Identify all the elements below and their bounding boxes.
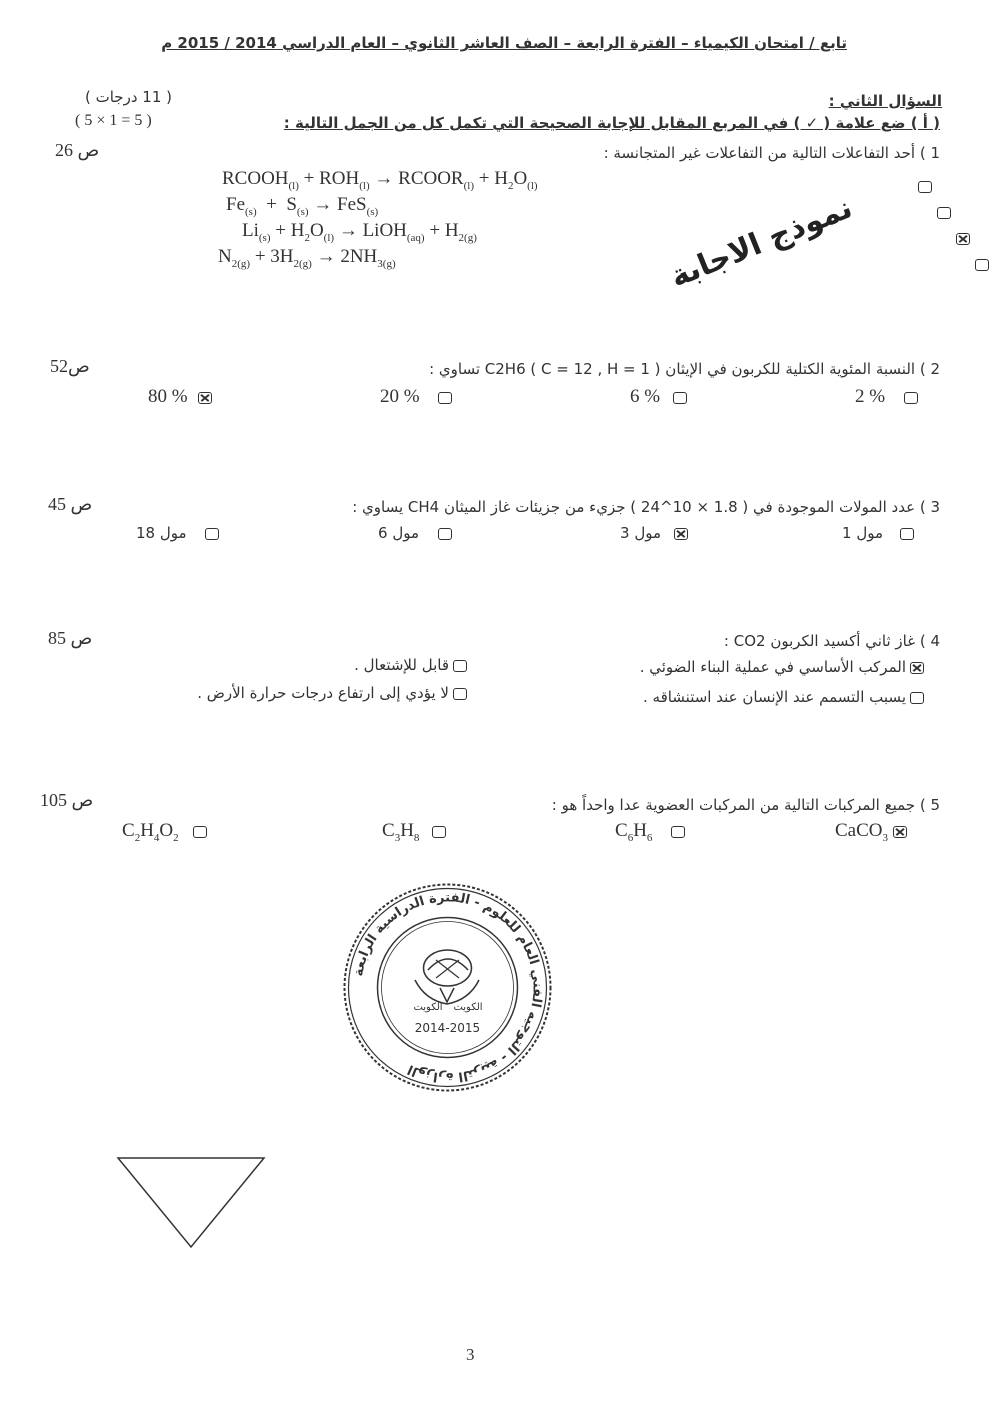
q4-option-3: يسبب التسمم عند الإنسان عند استنشاقه . [643, 688, 924, 706]
q4-option-1: المركب الأساسي في عملية البناء الضوئي . [640, 658, 924, 676]
q2-option-2: 6 % [630, 386, 687, 408]
q1-checkbox-4[interactable] [975, 259, 989, 271]
q1-option-2: $Fe_{(s)} + S_{(s)} \to FeS_{(s)}$ [226, 194, 379, 218]
q5-option-3: $C_3H_8$ [382, 820, 446, 844]
q5-page-ref: ص 105 [40, 790, 94, 810]
stamp-outer-text: الوزارة التربية - التوجيه الفني العام للعلوم - الفترة الدراسية الرابعة [351, 890, 545, 1085]
q4-option-2: قابل للإشتعال . [354, 656, 467, 674]
q4-option-4: لا يؤدي إلى ارتفاع درجات حرارة الأرض . [197, 684, 467, 702]
q5-text: 5 ) جميع المركبات التالية من المركبات العضوية عدا واحداً هو : [551, 796, 940, 814]
question-title: السؤال الثاني : [828, 92, 942, 110]
q3-page-ref: ص 45 [48, 494, 93, 514]
q1-option-3: $Li_{(s)} + H_2O_{(l)}$ → LiOH$_{(aq)}$ + $H_{2(g)}$ [242, 220, 477, 244]
q3-checkbox-2[interactable] [674, 528, 688, 540]
q1-option-1: $RCOOH_{(l)} + ROH_{(l)}$ → $RCOOR_{(l)} + H_2O_{(l)}$ [222, 168, 538, 192]
q3-checkbox-3[interactable] [438, 528, 452, 540]
official-stamp [340, 880, 555, 1095]
q5-checkbox-1[interactable] [893, 826, 907, 838]
stamp-years: 2014-2015 [414, 1021, 481, 1035]
q2-checkbox-1[interactable] [904, 392, 918, 404]
q2-option-3: 20 % [380, 386, 452, 408]
q1-text: 1 ) أحد التفاعلات التالية من التفاعلات غير المتجانسة : [603, 144, 940, 162]
marks-total: ( 11 درجات ) [85, 88, 172, 106]
q3-option-3: 6 مول [378, 524, 452, 542]
q4-checkbox-3[interactable] [910, 692, 924, 704]
q1-page-ref: ص 26 [55, 140, 100, 160]
q4-checkbox-2[interactable] [453, 660, 467, 672]
q1-checkbox-3[interactable] [956, 233, 970, 245]
q5-option-4: $C_2H_4O_2$ [122, 820, 207, 844]
q4-checkbox-1[interactable] [910, 662, 924, 674]
q5-checkbox-2[interactable] [671, 826, 685, 838]
q3-option-2: 3 مول [620, 524, 688, 542]
q5-checkbox-3[interactable] [432, 826, 446, 838]
page-header: تابع / امتحان الكيمياء – الفترة الرابعة – الصف العاشر الثانوي – العام الدراسي 2014 / 2015 م [161, 34, 847, 52]
q2-option-4: 80 % [148, 386, 212, 408]
q3-checkbox-1[interactable] [900, 528, 914, 540]
q3-checkbox-4[interactable] [205, 528, 219, 540]
stamp-country-right: الكويت [453, 1002, 483, 1013]
q4-page-ref: ص 85 [48, 628, 93, 648]
svg-text:الوزارة التربية - التوجيه الفن [351, 890, 544, 1084]
q2-checkbox-3[interactable] [438, 392, 452, 404]
q2-page-ref: ص52 [50, 356, 90, 376]
q4-text: 4 ) غاز ثاني أكسيد الكربون CO2 : [723, 632, 940, 650]
q1-checkbox-1[interactable] [918, 181, 932, 193]
triangle-mark [115, 1155, 267, 1251]
q2-checkbox-2[interactable] [673, 392, 687, 404]
q3-text: 3 ) عدد المولات الموجودة في ( 1.8 × 10^24 ) جزيء من جزيئات غاز الميثان CH4 يساوي : [352, 498, 940, 516]
stamp-country-left: الكويت [413, 1002, 443, 1013]
q4-checkbox-4[interactable] [453, 688, 467, 700]
q3-option-1: 1 مول [842, 524, 914, 542]
part-a-instruction: ( أ ) ضع علامة ( ✓ ) في المربع المقابل للإجابة الصحيحة التي تكمل كل من الجمل التالية : [283, 114, 940, 132]
q2-checkbox-4[interactable] [198, 392, 212, 404]
q3-option-4: 18 مول [136, 524, 219, 542]
page-number: 3 [466, 1345, 475, 1364]
q1-checkbox-2[interactable] [937, 207, 951, 219]
marks-part-a: ( 5 × 1 = 5 ) [75, 112, 152, 129]
q2-text: 2 ) النسبة المئوية الكتلية للكربون في الإيثان C2H6 ( C = 12 , H = 1 ) تساوي : [429, 360, 940, 378]
stamp-graphic [340, 880, 555, 1095]
q5-option-1: CaCO$_3$ [835, 820, 907, 844]
q2-option-1: 2 % [855, 386, 918, 408]
q1-option-4: $N_{2(g)} + 3H_{2(g)} \to 2NH_{3(g)}$ [218, 246, 396, 270]
q5-checkbox-4[interactable] [193, 826, 207, 838]
q5-option-2: $C_6H_6$ [615, 820, 685, 844]
handwritten-answer-key: نموذج الاجابة [665, 190, 858, 295]
